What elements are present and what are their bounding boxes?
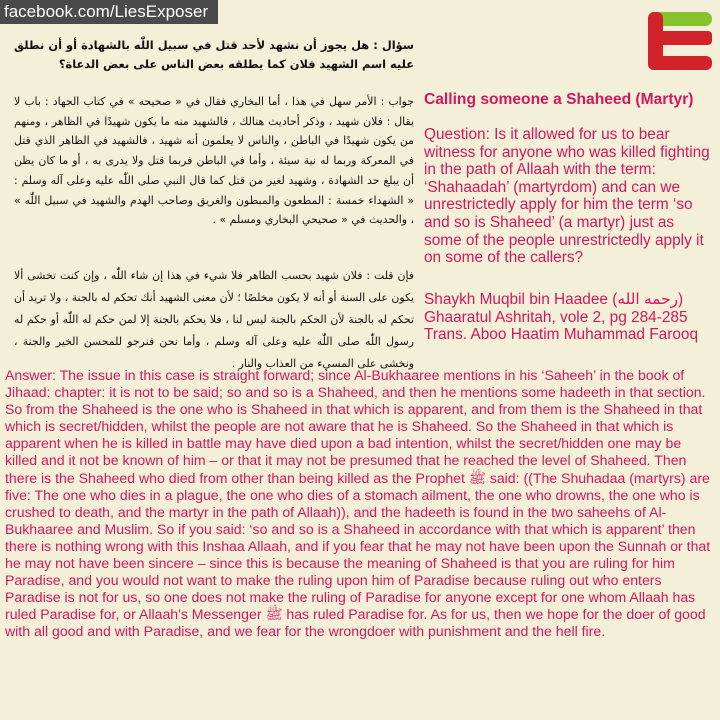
arabic-answer-text: جواب : الأمر سهل في هذا ، أما البخاري فقال في « صحيحه » في كتاب الجهاد : باب لا يقال : فلان شهيد ، وذكر أحاديث هنالك ، فالشهيد منه ما يكون شهيدًا في الظاهر ، ومنهم من يكون شهيدًا في الباطن ، والناس لا يعلمون أنه شهيد ، فالشهيد في الظاهر الذي قتل في المعركة وربما له نية سيئة ، وأما في الباطن فربما قتل ولا يدرى به ، أو ما كان يظن أن يبلغ حد الشهادة ، وشهيد لغير من قتل كما قال النبي صلى اللّٰه عليه وعلى آله وسلم : « الشهداء خمسة : المطعون والمبطون والغريق وصاحب الهدم والشهيد في سبيل اللّٰه » ، والحديث في « صحيحي البخاري ومسلم » . — [14, 95, 414, 227]
e-logo-icon — [648, 8, 712, 72]
arabic-continuation-text: فإن قلت : فلان شهيد بحسب الظاهر فلا شيء في هذا إن شاء اللّٰه ، وإن كنت تخشى ألا يكون على السنة أو أنه لا يكون مخلصًا ؛ لأن معنى الشهيد أنك تحكم له بالجنة ، ولا تريد أن تحكم له بالجنة لأن الحكم بالجنة ليس لنا ، فلا يحكم بالجنة إلا لمن حكم له اللّٰه أو حكم له رسول اللّٰه صلى اللّٰه عليه وعلى آله وسلم ، وأما نحن فنرجو للمحسن الخير والجنة ، ونخشى على المسيء من العذاب والنار . — [14, 269, 414, 370]
english-source — [424, 291, 714, 344]
english-title: Calling someone a Shaheed (Martyr) — [424, 91, 694, 108]
arabic-question — [14, 36, 414, 74]
english-question: Question: Is it allowed for us to bear witness for anyone who was killed fighting in the path of Allaah with the term: ‘Shahaadah’ (martyrdom) and can we unrestrictedly apply for him the term ‘so and so is Shaheed’ (a martyr) just as some of the people unrestrictedly apply it on some of the callers? — [424, 126, 710, 267]
translator-credit: Trans. Aboo Haatim Muhammad Farooq — [424, 326, 699, 344]
arabic-question-text: سؤال : هل يجوز أن نشهد لأحد قتل في سبيل اللّٰه بالشهادة أو أن نطلق عليه اسم الشهيد فلان كما يطلقه بعض الناس على بعض الدعاة؟ — [14, 38, 414, 71]
english-answer-text: Answer: The issue in this case is straight forward; since Al-Bukhaaree mentions in his ‘Saheeh’ in the book of Jihaad: chapter: it is not to be said; so and so is a Shaheed, and then he mentions some hadeeth in that section. So from the Shaheed is the one who is Shaheed in that which is apparent, and from them is the Shaheed in that which is secret/hidden, whilst the people are not aware that he is Shaheed. So the Shaheed in that which is apparent when he is killed in battle may have died upon a bad intention, whilst the secret/hidden one may be killed and it not be known of him – or that it may not be presumed that he reached the level of Shaheed. Then there is the Shaheed who died from other than being killed as the Prophet ﷺ said: ((The Shuhadaa (martyrs) are five: The one who dies in a plague, the one who dies of a stomach ailment, the one who drowns, the one who is crushed to death, and the martyr in the path of Allaah)), and the hadeeth is found in the two saheehs of Al-Bukhaaree and Muslim. So if you said: ‘so and so is a Shaheed in accordance with that which is apparent’ then there is nothing wrong with this Inshaa Allaah, and if you fear that he may not have been upon the Sunnah or that he may not have been sincere – since this is because the meaning of Shaheed is that you are ruling for him Paradise, and you would not want to make the ruling upon him of Paradise because ruling out who enters Paradise is not for us, so one does not make the ruling of Paradise for anyone except for one whom Allaah has ruled Paradise for, or Allaah's Messenger ﷺ has ruled Paradise for. As for us, then we hope for the doer of good with all good and with Paradise, and we fear for the wrongdoer with punishment and the hell fire. — [5, 367, 711, 640]
english-answer — [5, 367, 717, 641]
source-reference: Shaykh Muqbil bin Haadee (رحمه الله) Ghaaratul Ashritah, vole 2, pg 284-285 — [424, 291, 688, 326]
arabic-continuation — [14, 265, 414, 375]
arabic-answer — [14, 92, 414, 230]
watermark-handle: facebook.com/LiesExposer — [0, 0, 218, 24]
